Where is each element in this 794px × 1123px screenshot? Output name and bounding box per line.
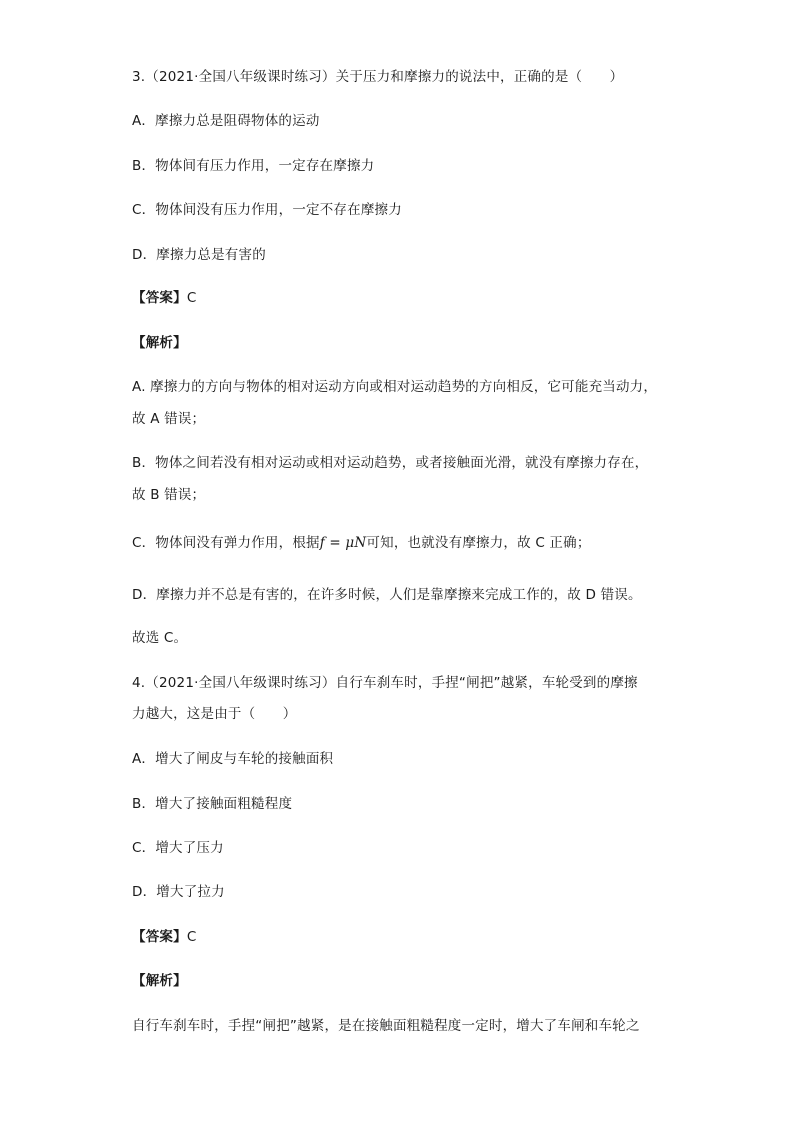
analysis-c-line bbox=[132, 533, 591, 553]
answer-value: C bbox=[186, 929, 197, 945]
answer-value: C bbox=[186, 290, 197, 306]
analysis-b-line-2: 故 B 错误； bbox=[132, 487, 206, 503]
friction-formula: f = μN bbox=[319, 535, 367, 551]
analysis-b-line-1: B．物体之间若没有相对运动或相对运动趋势，或者接触面光滑，就没有摩擦力存在， bbox=[132, 455, 649, 471]
question-4-stem-line-1: 4.（2021·全国八年级课时练习）自行车刹车时，手捏“闸把”越紧，车轮受到的摩擦 bbox=[132, 675, 638, 691]
analysis-a-line-2: 故 A 错误； bbox=[132, 411, 206, 427]
answer-label: 【答案】 bbox=[132, 290, 187, 306]
question-4-option-d: D．增大了拉力 bbox=[132, 884, 225, 900]
question-4-analysis-label: 【解析】 bbox=[132, 973, 187, 989]
analysis-c-after: 可知，也就没有摩擦力，故 C 正确； bbox=[366, 535, 591, 551]
answer-label: 【答案】 bbox=[132, 929, 187, 945]
question-3-analysis-label: 【解析】 bbox=[132, 335, 187, 351]
question-3-option-d: D．摩擦力总是有害的 bbox=[132, 247, 266, 263]
question-3-option-b: B．物体间有压力作用，一定存在摩擦力 bbox=[132, 158, 375, 174]
analysis-d-line: D．摩擦力并不总是有害的，在许多时候，人们是靠摩擦来完成工作的，故 D 错误。 bbox=[132, 587, 642, 603]
question-3-option-c: C．物体间没有压力作用，一定不存在摩擦力 bbox=[132, 202, 402, 218]
question-4-option-a: A．增大了闸皮与车轮的接触面积 bbox=[132, 751, 334, 767]
question-4-option-b: B．增大了接触面粗糙程度 bbox=[132, 796, 293, 812]
question-4-answer bbox=[132, 927, 196, 947]
analysis-conclusion: 故选 C。 bbox=[132, 630, 188, 646]
question-4-option-c: C．增大了压力 bbox=[132, 840, 224, 856]
analysis-c-before: C．物体间没有弹力作用，根据 bbox=[132, 535, 320, 551]
question-4-stem-line-2: 力越大，这是由于（ ） bbox=[132, 706, 297, 722]
question-3-stem: 3.（2021·全国八年级课时练习）关于压力和摩擦力的说法中，正确的是（ ） bbox=[132, 69, 624, 85]
question-3-answer bbox=[132, 288, 196, 308]
analysis-a-line-1: A. 摩擦力的方向与物体的相对运动方向或相对运动趋势的方向相反，它可能充当动力， bbox=[132, 379, 658, 395]
question-3-option-a: A．摩擦力总是阻碍物体的运动 bbox=[132, 113, 320, 129]
question-4-analysis-line-1: 自行车刹车时，手捏“闸把”越紧，是在接触面粗糙程度一定时，增大了车闸和车轮之 bbox=[132, 1018, 640, 1034]
